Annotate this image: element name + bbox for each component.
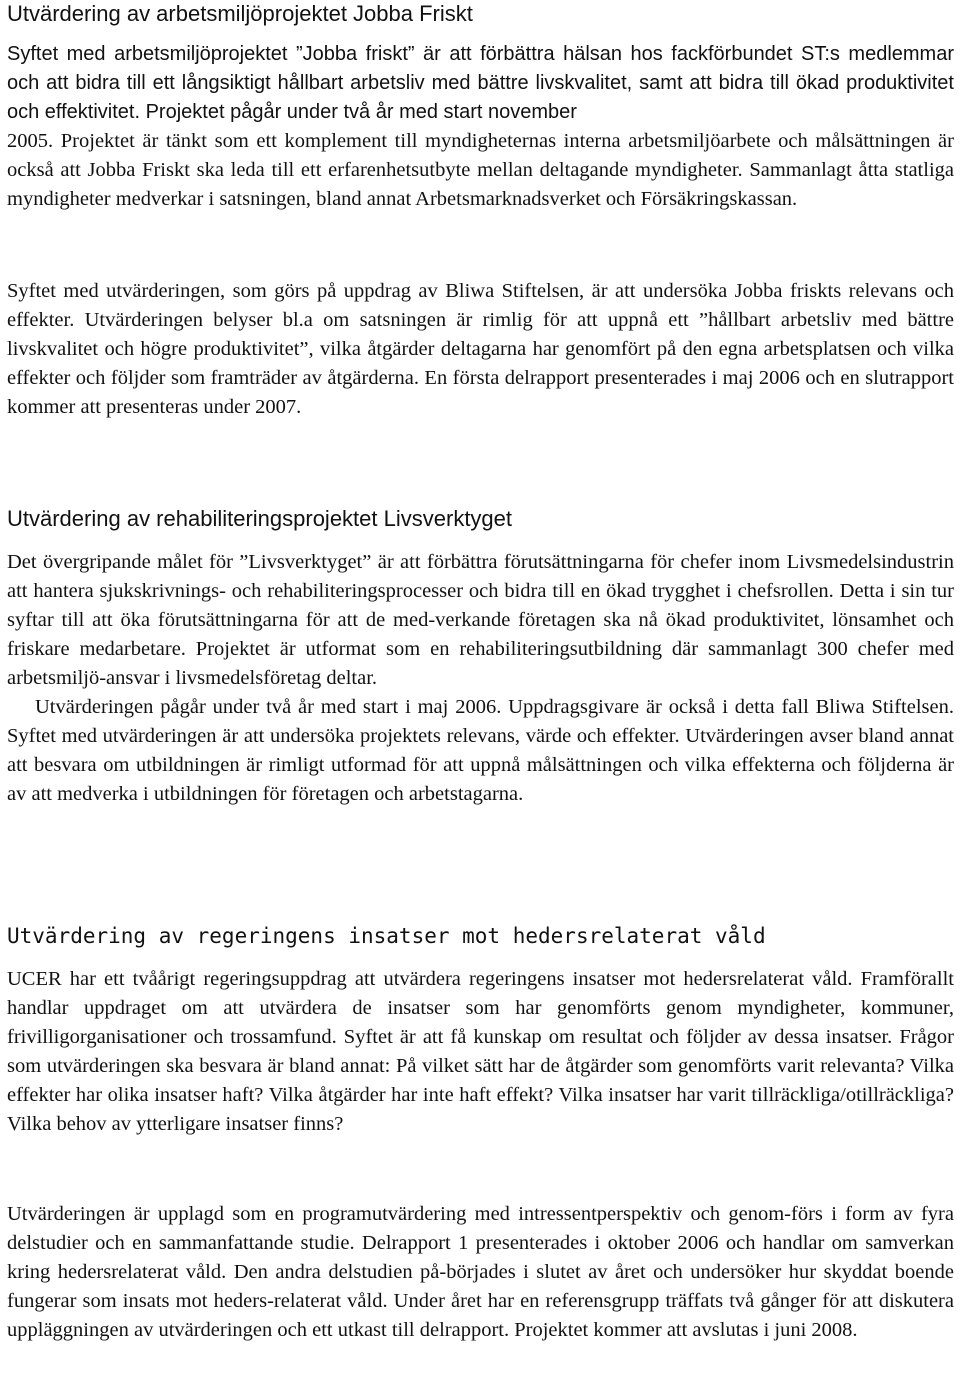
section-heading-jobba-friskt: Utvärdering av arbetsmiljöprojektet Jobba Friskt: [7, 1, 473, 26]
paragraph-jobba-friskt-intro-cont: 2005. Projektet är tänkt som ett komplement till myndigheternas interna arbetsmiljöarbete och målsättningen är också att Jobba Friskt ska leda till ett erfarenhetsutbyte mellan deltagande myndigheter. Sammanlagt åtta statliga myndigheter medverkar i satsningen, bland annat Arbetsmarknadsverket och Försäkringskassan.: [7, 130, 954, 210]
paragraph-livsverktyget-evaluation: Utvärderingen pågår under två år med start i maj 2006. Uppdragsgivare är också i detta fall Bliwa Stiftelsen. Syftet med utvärderingen är att undersöka projektets relevans, värde och effekter. Utvärderingen avser bland annat att besvara om utbildningen är rimligt utformad för att uppnå målsättningen och vilka effekterna och följderna är av att medverka i utbildningen för företagen och arbetstagarna.: [7, 696, 954, 805]
section-heading-hedersrelaterat-vald: Utvärdering av regeringens insatser mot hedersrelaterat våld: [7, 924, 766, 948]
section-body-hedersrelaterat-vald: [7, 965, 954, 1139]
section-body-livsverktyget: [7, 548, 954, 809]
section-body-jobba-friskt: [7, 40, 954, 214]
paragraph-jobba-friskt-evaluation: Syftet med utvärderingen, som görs på uppdrag av Bliwa Stiftelsen, är att undersöka Jobba friskts relevans och effekter. Utvärderingen belyser bl.a om satsningen är rimlig för att uppnå ett ”hållbart arbetsliv med bättre livskvalitet och högre produktivitet”, vilka åtgärder deltagarna har genomfört på den egna arbetsplatsen och vilka effekter och följder som framträder av åtgärderna. En första delrapport presenterades i maj 2006 och en slutrapport kommer att presenteras under 2007.: [7, 280, 954, 418]
section-body-hedersrelaterat-vald-design: [7, 1200, 954, 1345]
section-body-jobba-friskt-evaluation: [7, 277, 954, 422]
section-heading-livsverktyget: Utvärdering av rehabiliteringsprojektet Livsverktyget: [7, 506, 513, 531]
paragraph-hedersrelaterat-vald-design: Utvärderingen är upplagd som en programutvärdering med intressentperspektiv och genom-förs i form av fyra delstudier och en sammanfattande studie. Delrapport 1 presenterades i oktober 2006 och handlar om samverkan kring hedersrelaterat våld. Den andra delstudien på-börjades i slutet av året och undersöker hur skyddat boende fungerar som insats mot heders-relaterat våld. Under året har en referensgrupp träffats två gånger för att diskutera uppläggningen av utvärderingen och ett utkast till delrapport. Projektet kommer att avslutas i juni 2008.: [7, 1203, 954, 1341]
paragraph-livsverktyget-goal: Det övergripande målet för ”Livsverktyget” är att förbättra förutsättningarna för chefer inom Livsmedelsindustrin att hantera sjukskrivnings- och rehabiliteringsprocesser och bidra till en ökad trygghet i chefsrollen. Detta i sin tur syftar till att öka förutsättningarna för att de med-verkande företagen ska nå ökad produktivitet, lönsamhet och friskare medarbetare. Projektet är utformat som en rehabiliteringsutbildning där sammanlagt 300 chefer med arbetsmiljö-ansvar i livsmedelsföretag deltar.: [7, 551, 954, 689]
paragraph-hedersrelaterat-vald-assignment: UCER har ett tvåårigt regeringsuppdrag att utvärdera regeringens insatser mot hedersrelaterat våld. Framförallt handlar uppdraget om att utvärdera de insatser som har genomförts genom myndigheter, kommuner, frivilligorganisationer och trossamfund. Syftet är att få kunskap om resultat och följder av dessa insatser. Frågor som utvärderingen ska besvara är bland annat: På vilket sätt har de åtgärder som genomförts varit relevanta? Vilka effekter har olika insatser haft? Vilka åtgärder har inte haft effekt? Vilka insatser har varit tillräckliga/otillräckliga? Vilka behov av ytterligare insatser finns?: [7, 968, 954, 1135]
paragraph-jobba-friskt-intro: Syftet med arbetsmiljöprojektet ”Jobba friskt” är att förbättra hälsan hos fackförbundet ST:s medlemmar och att bidra till ett långsiktigt hållbart arbetsliv med bättre livskvalitet, samt att bidra till ökad produktivitet och effektivitet. Projektet pågår under två år med start november: [7, 43, 954, 123]
